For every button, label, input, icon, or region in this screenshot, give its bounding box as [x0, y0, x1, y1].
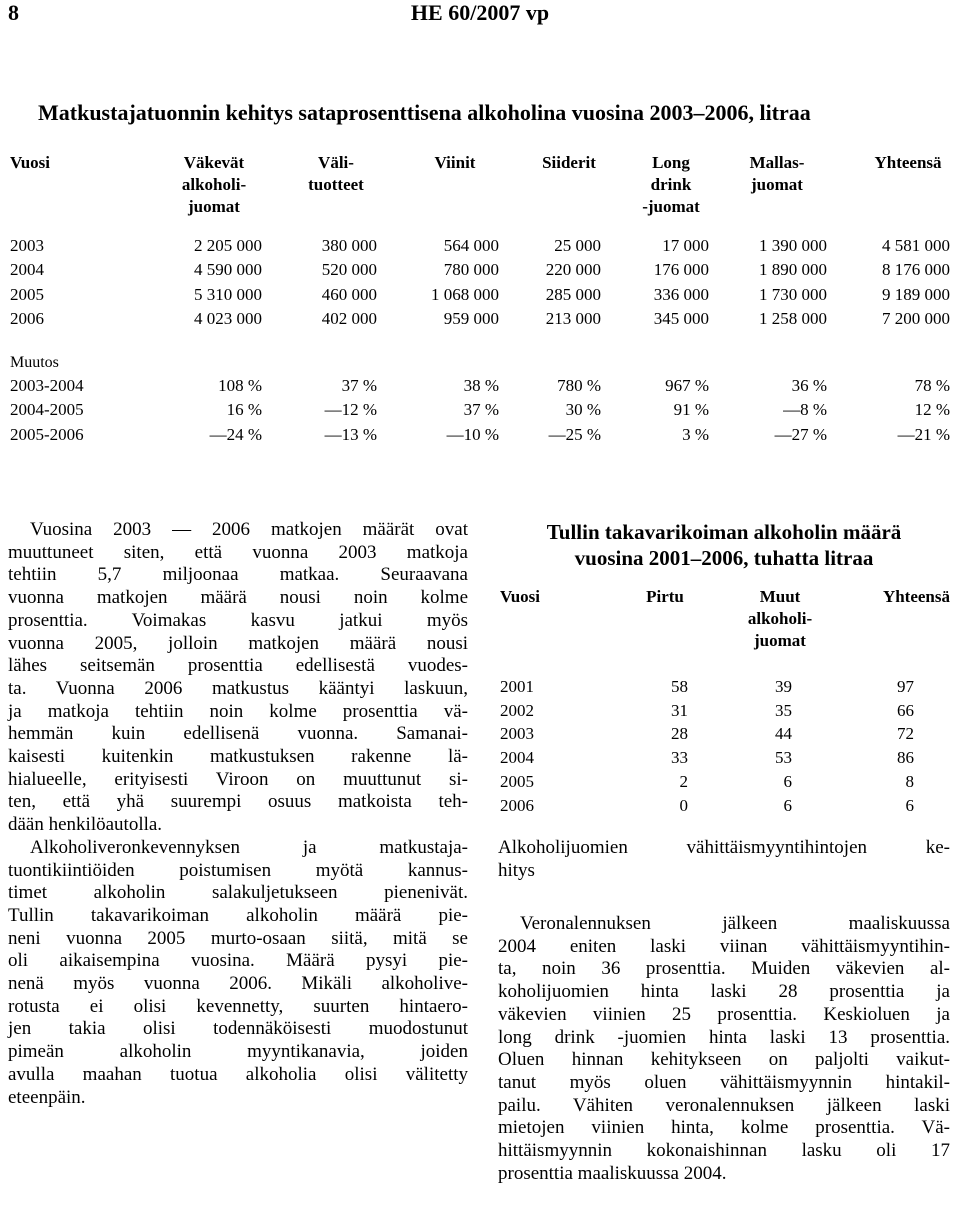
text-line: vuonna matkojen määrä nousi noin kolme: [8, 587, 468, 609]
text-line: koholijuomien hinta laski 28 prosenttia ja: [498, 981, 950, 1003]
text-line: tuontikiintiöiden poistumisen myötä kannus-: [8, 859, 468, 881]
table2-title-line2: vuosina 2001–2006, tuhatta litraa: [574, 546, 874, 570]
table2-header-vuosi: Vuosi: [500, 587, 541, 606]
table1-cell: 402 000: [321, 309, 377, 328]
table1-change-cell: 3 %: [682, 425, 709, 444]
table1-change-cell: —27 %: [774, 425, 827, 444]
text-line: long drink -juomien hinta laski 13 prosenttia.: [498, 1026, 950, 1048]
text-line: timet alkoholin salakuljetukseen pienenivät.: [8, 882, 468, 904]
table2-row-year: 2002: [500, 700, 534, 720]
table1-change-cell: 91 %: [673, 400, 709, 419]
table1-cell: 1 730 000: [759, 285, 827, 304]
table1-cell: 460 000: [321, 285, 377, 304]
table2-cell: 31: [671, 700, 688, 720]
text-line: ja matkoja tehtiin noin kolme prosenttia vä-: [8, 700, 468, 722]
table1-cell: 4 581 000: [882, 236, 950, 255]
table1-cell: 1 258 000: [759, 309, 827, 328]
table2-cell: 6: [905, 795, 914, 815]
table1-change-cell: 12 %: [914, 400, 950, 419]
table1-cell: 380 000: [321, 236, 377, 255]
table1-change-cell: 78 %: [914, 376, 950, 395]
table2-cell: 72: [897, 724, 914, 744]
table1-change-label: Muutos: [10, 354, 59, 371]
table1-cell: 959 000: [443, 309, 499, 328]
table1-cell: 1 390 000: [759, 236, 827, 255]
table1-change-cell: —25 %: [548, 425, 601, 444]
text-line: tanut myös oluen vähittäismyynnin hintakil-: [498, 1071, 950, 1093]
table2-row-year: 2006: [500, 795, 534, 815]
table2-row-year: 2004: [500, 748, 534, 768]
table2-row-year: 2003: [500, 724, 534, 744]
text-line: rotusta ei olisi kevennetty, suurten hintaero-: [8, 995, 468, 1017]
table1-header-cell: tuotteet: [308, 175, 364, 194]
table1-row-label: 2003: [10, 236, 44, 255]
table1-header-cell: Väkevät: [183, 153, 245, 172]
table1-cell: 4 023 000: [194, 309, 262, 328]
table1-cell: 213 000: [545, 309, 601, 328]
text-line: hemmän kuin edellisenä vuonna. Samanai-: [8, 723, 468, 745]
text-line: Alkoholiveronkevennyksen ja matkustaja-: [30, 836, 468, 858]
text-line: hialueelle, erityisesti Viroon on muuttunut si-: [8, 768, 468, 790]
right-column-text: [498, 913, 950, 1185]
table1-change-cell: —10 %: [446, 425, 499, 444]
table1-change-cell: —12 %: [324, 400, 377, 419]
table1-cell: 176 000: [653, 260, 709, 279]
table1-change-row-label: 2003-2004: [10, 376, 84, 395]
table1-header-cell: Long: [652, 153, 690, 172]
table2-cell: 53: [775, 748, 792, 768]
table1-header-cell: Viinit: [434, 153, 476, 172]
table1-cell: 4 590 000: [194, 260, 262, 279]
text-line: Veronalennuksen jälkeen maaliskuussa: [520, 913, 950, 934]
text-line: jen takia olisi todennäköisesti muodostunut: [8, 1018, 468, 1040]
document-id: HE 60/2007 vp: [410, 0, 550, 25]
text-line: neni vuonna 2005 murto-osaan siitä, mitä se: [8, 927, 468, 949]
text-line: ta. Vuonna 2006 matkustus kääntyi laskuun,: [8, 677, 468, 699]
table2-cell: 97: [897, 677, 914, 696]
table1-change-cell: —13 %: [324, 425, 377, 444]
table1-cell: 25 000: [554, 236, 601, 255]
text-line: kaisesti kuitenkin matkustuksen rakenne lä-: [8, 746, 468, 768]
table2-row-year: 2001: [500, 677, 534, 696]
table2-cell: 58: [671, 677, 688, 696]
table2-title-line1: Tullin takavarikoiman alkoholin määrä: [546, 520, 902, 544]
text-line: väkevien viinien 25 prosenttia. Keskioluen ja: [498, 1003, 950, 1025]
right-column-heading: [498, 837, 950, 882]
table1-cell: 9 189 000: [882, 285, 950, 304]
table1-header-cell: Siiderit: [542, 153, 596, 172]
text-line: prosenttia maaliskuussa 2004.: [498, 1162, 727, 1184]
table2-header-muut: alkoholi-: [747, 609, 813, 628]
text-line: nenä myös vuonna 2006. Mikäli alkoholive-: [8, 973, 468, 995]
text-line: muuttuneet siten, että vuonna 2003 matkoja: [8, 541, 468, 563]
text-line: vuonna 2005, jolloin matkojen määrä nousi: [8, 632, 468, 654]
text-line: hittäismyynnin kokonaishinnan lasku oli 17: [498, 1140, 950, 1162]
table1-cell: 564 000: [443, 236, 499, 255]
right-heading-line1: Alkoholijuomien vähittäismyyntihintojen ke-: [498, 837, 950, 858]
table2-cell: 0: [679, 795, 688, 815]
table2-header-pirtu: Pirtu: [646, 587, 684, 606]
text-line: mietojen viinien hinta, kolme prosenttia. Vä-: [498, 1117, 950, 1139]
page-number: 8: [8, 0, 19, 25]
table1-cell: 8 176 000: [882, 260, 950, 279]
table1-change-cell: —24 %: [209, 425, 262, 444]
table1-change-cell: 37 %: [463, 400, 499, 419]
table2-cell: 2: [679, 771, 688, 791]
table1-change-cell: 38 %: [463, 376, 499, 395]
text-line: avulla maahan tuotua alkoholia olisi välitetty: [8, 1063, 468, 1085]
table2-header-muut: juomat: [754, 631, 806, 650]
table1-header-cell: juomat: [751, 175, 803, 194]
text-line: dään henkilöautolla.: [8, 814, 163, 836]
table1-cell: 520 000: [321, 260, 377, 279]
table1-cell: 7 200 000: [882, 309, 950, 328]
table1-change-cell: 108 %: [218, 376, 262, 395]
table1-cell: 285 000: [545, 285, 601, 304]
table1-change-row-label: 2004-2005: [10, 400, 84, 419]
table1-cell: 220 000: [545, 260, 601, 279]
right-heading-line2: hitys: [498, 859, 535, 881]
table2-cell: 35: [775, 700, 792, 720]
table2-header-muut: Muut: [759, 587, 801, 606]
table1-header-cell: Yhteensä: [874, 153, 942, 172]
table2-cell: 6: [783, 771, 792, 791]
table2-cell: 86: [897, 748, 914, 768]
table1-header-cell: Mallas-: [749, 153, 805, 172]
table1-cell: 2 205 000: [194, 236, 262, 255]
table1-change-cell: 37 %: [341, 376, 377, 395]
table1-change-cell: 30 %: [565, 400, 601, 419]
table2-cell: 8: [905, 771, 914, 791]
table1-change-cell: 36 %: [791, 376, 827, 395]
table1-cell: 1 890 000: [759, 260, 827, 279]
text-line: pimeän alkoholin myyntikanavia, joiden: [8, 1041, 468, 1063]
table2-cell: 6: [783, 795, 792, 815]
table1-change-cell: —8 %: [783, 400, 827, 419]
table1-header-vuosi: Vuosi: [10, 153, 51, 172]
table2-cell: 39: [775, 677, 792, 696]
table1-change-cell: —21 %: [897, 425, 950, 444]
table1-row-label: 2004: [10, 260, 44, 279]
text-line: pailu. Vähiten veronalennuksen jälkeen laski: [498, 1094, 950, 1116]
text-line: tehtiin 5,7 miljoonaa matkaa. Seuraavana: [8, 564, 468, 586]
text-line: lähes seitsemän prosenttia edellisestä vuodes-: [8, 655, 468, 677]
table1-cell: 5 310 000: [194, 285, 262, 304]
table2-cell: 33: [671, 748, 688, 768]
text-line: ta, noin 36 prosenttia. Muiden väkevien al-: [498, 958, 950, 980]
table1-header-cell: juomat: [188, 197, 240, 216]
table2-cell: 28: [671, 724, 688, 744]
table2-cell: 66: [897, 700, 914, 720]
text-line: Oluen hinnan kehitykseen on paljolti vaikut-: [498, 1049, 950, 1071]
table1-cell: 780 000: [443, 260, 499, 279]
table1-title: Matkustajatuonnin kehitys sataprosenttisena alkoholina vuosina 2003–2006, litraa: [38, 100, 811, 125]
table1-cell: 17 000: [662, 236, 709, 255]
table2-row-year: 2005: [500, 771, 534, 791]
text-line: 2004 eniten laski viinan vähittäismyyntihin-: [498, 935, 950, 957]
text-line: eteenpäin.: [8, 1086, 86, 1108]
table1-cell: 345 000: [653, 309, 709, 328]
text-line: Tullin takavarikoiman alkoholin määrä pie-: [8, 904, 468, 926]
table1-change-cell: 967 %: [665, 376, 709, 395]
text-line: prosenttia. Voimakas kasvu jatkui myös: [8, 609, 468, 631]
table2-cell: 44: [775, 724, 792, 744]
table1-row-label: 2005: [10, 285, 44, 304]
table1-change-row-label: 2005-2006: [10, 425, 84, 444]
table1-header-cell: drink: [650, 175, 692, 194]
table1-header-cell: alkoholi-: [181, 175, 247, 194]
table1-cell: 1 068 000: [431, 285, 499, 304]
table1-header-cell: Väli-: [318, 153, 354, 172]
table1-change-cell: 16 %: [226, 400, 262, 419]
text-line: ten, että yhä suurempi osuus matkoista teh-: [8, 791, 468, 813]
table2-header-yhteensa: Yhteensä: [882, 587, 950, 606]
table1-cell: 336 000: [653, 285, 709, 304]
table1-change-cell: 780 %: [557, 376, 601, 395]
text-line: oli aikaisempina vuosina. Määrä pysyi pie-: [8, 950, 468, 972]
table1-row-label: 2006: [10, 309, 44, 328]
text-line: Vuosina 2003 — 2006 matkojen määrät ovat: [30, 519, 468, 540]
table1-header-cell: -juomat: [642, 197, 700, 216]
